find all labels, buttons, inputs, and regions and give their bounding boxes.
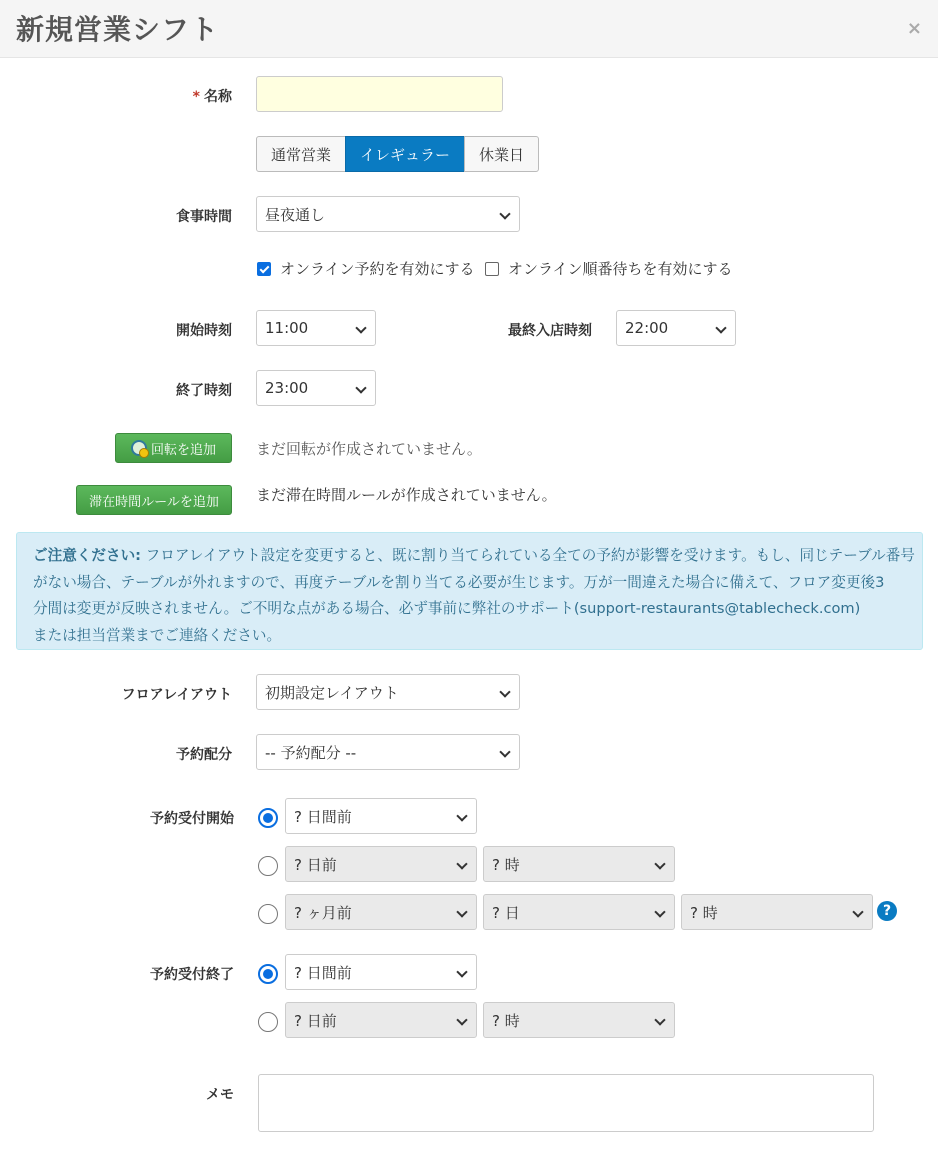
online-reservation-label: オンライン予約を有効にする: [280, 260, 475, 278]
booking-start-days-select[interactable]: [285, 798, 477, 834]
shift-type-irregular-button[interactable]: イレギュラー: [345, 136, 465, 172]
booking-start-hour-select[interactable]: [483, 846, 675, 882]
add-stay-rule-button[interactable]: 滞在時間ルールを追加: [76, 485, 232, 515]
chevron-down-icon: [654, 1014, 665, 1025]
floor-layout-label: フロアレイアウト: [121, 687, 232, 703]
end-time-label: 終了時刻: [176, 383, 232, 399]
rotation-empty-text: まだ回転が作成されていません。: [256, 440, 482, 458]
allocation-value: -- 予約配分 --: [265, 743, 357, 762]
booking-start-month-day-select[interactable]: [483, 894, 675, 930]
booking-start-month-select[interactable]: [285, 894, 477, 930]
chevron-down-icon: [715, 322, 726, 333]
modal-title: 新規営業シフト: [16, 13, 220, 46]
last-entry-label: 最終入店時刻: [508, 323, 592, 339]
meal-time-label: 食事時間: [176, 209, 232, 225]
booking-start-month-value: ? ヶ月前: [294, 903, 352, 922]
chevron-down-icon: [355, 322, 366, 333]
chevron-down-icon: [456, 966, 467, 977]
notice-line-3: 分間は変更が反映されません。ご不明な点がある場合、必ず事前に弊社のサポート(support-restaurants@tablecheck.com): [33, 600, 861, 617]
meal-time-select[interactable]: [256, 196, 520, 232]
end-time-select[interactable]: [256, 370, 376, 406]
chevron-down-icon: [852, 906, 863, 917]
add-rotation-label: 回転を追加: [150, 442, 216, 458]
floor-change-notice: [16, 532, 923, 650]
chevron-down-icon: [499, 686, 510, 697]
online-waitlist-checkbox[interactable]: [485, 262, 499, 276]
rotation-icon: [131, 440, 147, 456]
notice-line-1-text: フロアレイアウト設定を変更すると、既に割り当てられている全ての予約が影響を受けます。もし、同じテーブル番号: [141, 547, 915, 564]
notice-line-1: [33, 543, 915, 570]
meal-time-value: 昼夜通し: [265, 205, 326, 224]
notice-line-2: がない場合、テーブルが外れますので、再度テーブルを割り当てる必要が生じます。万が一間違えた場合に備えて、フロア変更後3: [33, 573, 885, 591]
booking-start-days-radio[interactable]: [258, 808, 278, 828]
start-time-select[interactable]: [256, 310, 376, 346]
name-label-text: 名称: [204, 89, 232, 105]
online-reservation-checkbox[interactable]: [257, 262, 271, 276]
chevron-down-icon: [456, 810, 467, 821]
booking-end-days-select[interactable]: [285, 954, 477, 990]
close-icon[interactable]: ×: [906, 18, 922, 39]
help-icon[interactable]: ?: [877, 901, 897, 921]
booking-end-day-value: ? 日前: [294, 1011, 337, 1030]
booking-start-days-value: ? 日間前: [294, 807, 352, 826]
required-mark: *: [192, 89, 200, 105]
chevron-down-icon: [499, 746, 510, 757]
chevron-down-icon: [355, 382, 366, 393]
notice-heading: ご注意ください:: [33, 547, 141, 564]
name-label: [160, 86, 232, 106]
booking-end-label: 予約受付終了: [150, 967, 234, 983]
add-rotation-button[interactable]: [115, 433, 232, 463]
allocation-label: 予約配分: [176, 747, 232, 763]
booking-end-hour-value: ? 時: [492, 1011, 520, 1030]
end-time-value: 23:00: [265, 379, 309, 397]
booking-start-day-hour-radio[interactable]: [258, 856, 278, 876]
chevron-down-icon: [456, 858, 467, 869]
booking-start-day-select[interactable]: [285, 846, 477, 882]
start-time-value: 11:00: [265, 319, 309, 337]
modal-header: [0, 0, 938, 58]
shift-type-group: [256, 136, 539, 172]
booking-start-month-hour-select[interactable]: [681, 894, 873, 930]
booking-start-day-value: ? 日前: [294, 855, 337, 874]
shift-type-holiday-button[interactable]: 休業日: [464, 136, 539, 172]
floor-layout-select[interactable]: [256, 674, 520, 710]
booking-end-days-value: ? 日間前: [294, 963, 352, 982]
floor-layout-value: 初期設定レイアウト: [265, 683, 399, 702]
booking-end-days-radio[interactable]: [258, 964, 278, 984]
online-waitlist-label: オンライン順番待ちを有効にする: [508, 260, 733, 278]
chevron-down-icon: [456, 906, 467, 917]
booking-end-hour-select[interactable]: [483, 1002, 675, 1038]
stay-rule-empty-text: まだ滞在時間ルールが作成されていません。: [256, 486, 557, 504]
chevron-down-icon: [499, 208, 510, 219]
memo-label: メモ: [206, 1087, 234, 1103]
booking-start-hour-value: ? 時: [492, 855, 520, 874]
booking-start-label: 予約受付開始: [150, 811, 234, 827]
shift-type-regular-button[interactable]: 通常営業: [256, 136, 346, 172]
chevron-down-icon: [456, 1014, 467, 1025]
booking-end-day-hour-radio[interactable]: [258, 1012, 278, 1032]
chevron-down-icon: [654, 906, 665, 917]
start-time-label: 開始時刻: [176, 323, 232, 339]
chevron-down-icon: [654, 858, 665, 869]
last-entry-select[interactable]: [616, 310, 736, 346]
booking-start-month-radio[interactable]: [258, 904, 278, 924]
memo-textarea[interactable]: [258, 1074, 874, 1132]
allocation-select[interactable]: [256, 734, 520, 770]
last-entry-value: 22:00: [625, 319, 669, 337]
notice-line-4: または担当営業までご連絡ください。: [33, 626, 282, 644]
booking-start-month-hour-value: ? 時: [690, 903, 718, 922]
booking-start-month-day-value: ? 日: [492, 903, 520, 922]
name-input[interactable]: [256, 76, 503, 112]
booking-end-day-select[interactable]: [285, 1002, 477, 1038]
